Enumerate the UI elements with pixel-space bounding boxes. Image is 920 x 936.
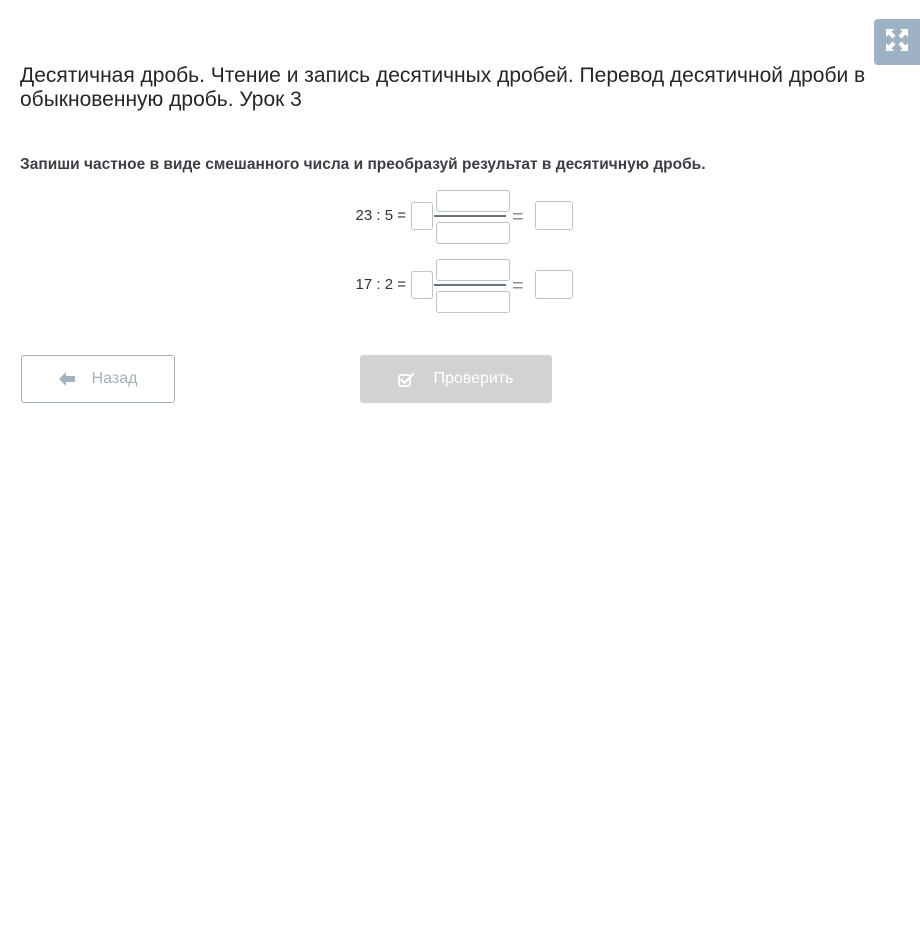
denominator-input[interactable]	[436, 222, 510, 244]
check-button-label: Проверить	[433, 370, 514, 387]
page-title: Десятичная дробь. Чтение и запись десятичных дробей. Перевод десятичной дроби в обыкновенную дробь. Урок 3	[20, 64, 866, 111]
task-instruction: Запиши частное в виде смешанного числа и преобразуй результат в десятичную дробь.	[20, 156, 706, 173]
equals-sign: =	[512, 206, 524, 228]
numerator-input[interactable]	[436, 190, 510, 212]
fullscreen-button[interactable]	[874, 19, 920, 65]
check-button[interactable]	[360, 355, 552, 403]
denominator-input[interactable]	[436, 291, 510, 313]
decimal-input[interactable]	[535, 201, 573, 230]
whole-part-input[interactable]	[411, 202, 433, 230]
decimal-input[interactable]	[535, 270, 573, 299]
whole-part-input[interactable]	[411, 271, 433, 299]
back-button[interactable]	[21, 355, 175, 403]
checkbox-checked-icon	[398, 372, 414, 387]
fraction-line	[434, 215, 506, 217]
equals-sign: =	[512, 275, 524, 297]
back-button-label: Назад	[91, 370, 138, 387]
numerator-input[interactable]	[436, 259, 510, 281]
fraction-line	[434, 284, 506, 286]
expand-arrows-icon	[885, 28, 909, 57]
arrow-left-icon	[59, 372, 75, 386]
equation-expression: 23 : 5 =	[355, 207, 406, 224]
equation-expression: 17 : 2 =	[355, 276, 406, 293]
